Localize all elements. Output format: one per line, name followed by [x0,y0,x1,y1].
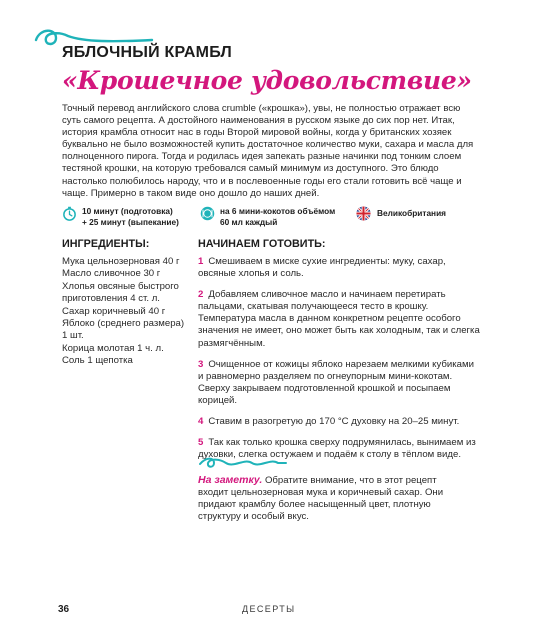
step-number: 1 [198,256,204,267]
step-text: Очищенное от кожицы яблоко нарезаем мелкими кубиками и равномерно разделяем по огнеупорным мини-кокотам. Сверху закрываем подготовленной крошкой и посыпаем корицей. [198,358,474,406]
step-text: Добавляем сливочное масло и начинаем перетирать пальцами, скатывая получающееся тесто в крошку. Температура масла в данном конкретном рецепте особого значения не имеет, оно может быть как холодным, так и слегка размягчённым. [198,289,480,349]
ingredient-item: Корица молотая 1 ч. л. [62,342,164,354]
step-number: 2 [198,289,204,301]
meta-serving-line1: на 6 мини-кокотов объёмом [220,206,336,216]
ingredient-item: Соль 1 щепотка [62,355,133,367]
meta-origin [356,206,446,221]
meta-time-line1: 10 минут (подготовка) [82,206,173,216]
uk-flag-icon [356,206,371,221]
step-text: Так как только крошка сверху подрумянилась, вынимаем из духовки, слегка остужаем и подаём к столу в тёплом виде. [198,437,476,461]
note-text: Обратите внимание, что в этот рецепт входит цельнозерновая мука и коричневый сахар. Они придают крамблу более насыщенный цвет, плотную структуру и особый вкус. [198,475,444,523]
ingredient-item: Яблоко (среднего размера) [62,318,185,330]
step-item [198,289,480,349]
step-number: 4 [198,416,204,428]
ingredient-item: Хлопья овсяные быстрого [62,280,179,292]
ingredients-heading: ИНГРЕДИЕНТЫ: [62,238,150,250]
recipe-kicker: ЯБЛОЧНЫЙ КРАМБЛ [62,44,232,61]
intro-paragraph: Точный перевод английского слова crumble («крошка»), увы, не полностью отражает всю суть самого рецепта. А достойного наименования в русском языке до сих пор нет. Итак, история крамбла относит нас в годы Второй мировой войны, когда у британских хозяек буквально не было возможностей купить достаточное количество муки, сахара и масла для полноценного пирога. Тогда и родилась идея запекать разные начинки под тонким слоем тестяной крошки, на которую требовался самый минимум из доступного. Это блюдо настолько полюбилось народу, что и в послевоенные годы его стали готовить всё чаще и чаще. Примерно в таком виде оно дошло до наших дней. [62,103,474,199]
meta-serving [200,206,335,227]
note-block [198,474,463,523]
meta-serving-line2: 60 мл каждый [220,216,278,227]
recipe-title: «Крошечное удовольствие» [62,66,472,95]
step-item [198,359,480,407]
step-number: 5 [198,437,204,449]
step-number: 3 [198,358,204,370]
section-name: ДЕСЕРТЫ [242,604,296,614]
meta-origin-label: Великобритания [377,208,447,219]
page-number: 36 [58,604,70,615]
note-label: На заметку. [198,474,263,486]
meta-time [62,206,179,227]
ingredients-list [62,256,192,368]
step-text: Смешиваем в миске сухие ингредиенты: муку, сахар, овсяные хлопья и соль. [198,256,446,280]
step-item [198,416,480,428]
ingredient-item: приготовления 4 ст. л. [62,293,160,305]
note-swirl-decoration [198,455,288,471]
plate-cutlery-icon [200,206,215,221]
steps-list [198,256,480,470]
step-text: Ставим в разогретую до 170 °С духовку на 20–25 минут. [208,416,460,428]
ingredient-item: Мука цельнозерновая 40 г [62,256,180,267]
ingredient-item: Масло сливочное 30 г [62,268,161,280]
ingredient-item: Сахар коричневый 40 г [62,305,166,317]
steps-heading: НАЧИНАЕМ ГОТОВИТЬ: [198,238,326,250]
meta-time-line2: + 25 минут (выпекание) [82,216,179,227]
timer-icon [62,206,77,221]
step-item [198,256,480,280]
ingredient-item: 1 шт. [62,330,84,342]
